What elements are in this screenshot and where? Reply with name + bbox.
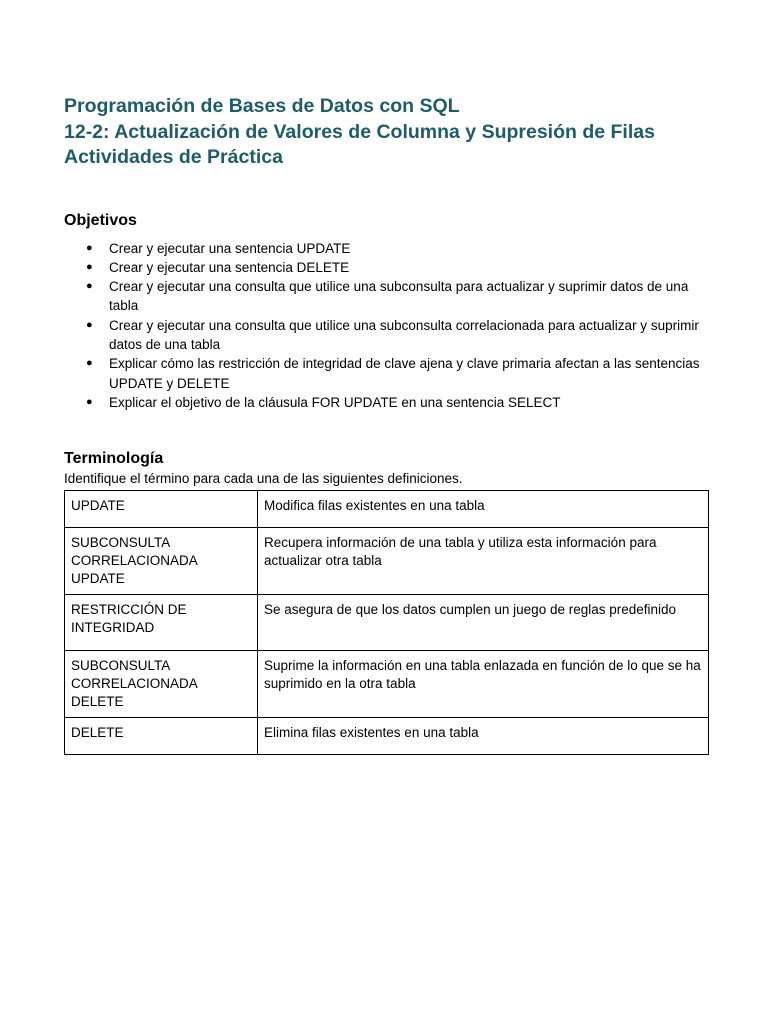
definition-cell: Suprime la información en una tabla enlazada en función de lo que se ha suprimido en la otra tabla [258,651,709,718]
document-page [64,94,709,755]
objective-text: Crear y ejecutar una consulta que utilice una subconsulta para actualizar y suprimir datos de una tabla [109,279,689,314]
objective-item [64,316,709,355]
objectives-heading: Objetivos [64,211,137,229]
term-cell: RESTRICCIÓN DE INTEGRIDAD [65,595,258,651]
terminology-instructions: Identifique el término para cada una de las siguientes definiciones. [64,471,463,487]
term-cell: DELETE [65,718,258,755]
definition-cell: Recupera información de una tabla y utiliza esta información para actualizar otra tabla [258,528,709,595]
bullet-icon: ● [86,357,93,370]
objective-text: Crear y ejecutar una sentencia UPDATE [109,240,351,256]
objective-item [64,277,709,316]
objective-item [64,354,709,393]
table-row [65,595,709,651]
bullet-icon: ● [86,241,93,254]
course-title: Programación de Bases de Datos con SQL [64,95,460,117]
table-row [65,651,709,718]
objective-text: Explicar cómo las restricción de integridad de clave ajena y clave primaria afectan a las sentencias UPDATE y DELETE [109,356,700,391]
document-title [64,94,709,171]
table-row [65,718,709,755]
term-cell: SUBCONSULTA CORRELACIONADA UPDATE [65,528,258,595]
term-cell: UPDATE [65,491,258,528]
activity-title: Actividades de Práctica [64,146,283,168]
bullet-icon: ● [86,260,93,273]
objectives-list [64,239,709,413]
term-cell: SUBCONSULTA CORRELACIONADA DELETE [65,651,258,718]
definition-cell: Elimina filas existentes en una tabla [258,718,709,755]
bullet-icon: ● [86,318,93,331]
definition-cell: Se asegura de que los datos cumplen un juego de reglas predefinido [258,595,709,651]
objective-item [64,393,709,412]
objective-item [64,258,709,277]
bullet-icon: ● [86,395,93,408]
table-row [65,528,709,595]
objective-text: Explicar el objetivo de la cláusula FOR UPDATE en una sentencia SELECT [109,394,561,410]
objective-text: Crear y ejecutar una consulta que utilice una subconsulta correlacionada para actualizar y suprimir datos de una tabla [109,317,699,352]
terminology-table [64,490,709,755]
objective-text: Crear y ejecutar una sentencia DELETE [109,259,350,275]
table-row [65,491,709,528]
objective-item [64,239,709,258]
lesson-title: 12-2: Actualización de Valores de Columna y Supresión de Filas [64,120,655,143]
bullet-icon: ● [86,280,93,293]
definition-cell: Modifica filas existentes en una tabla [258,491,709,528]
terminology-heading: Terminología [64,450,164,468]
